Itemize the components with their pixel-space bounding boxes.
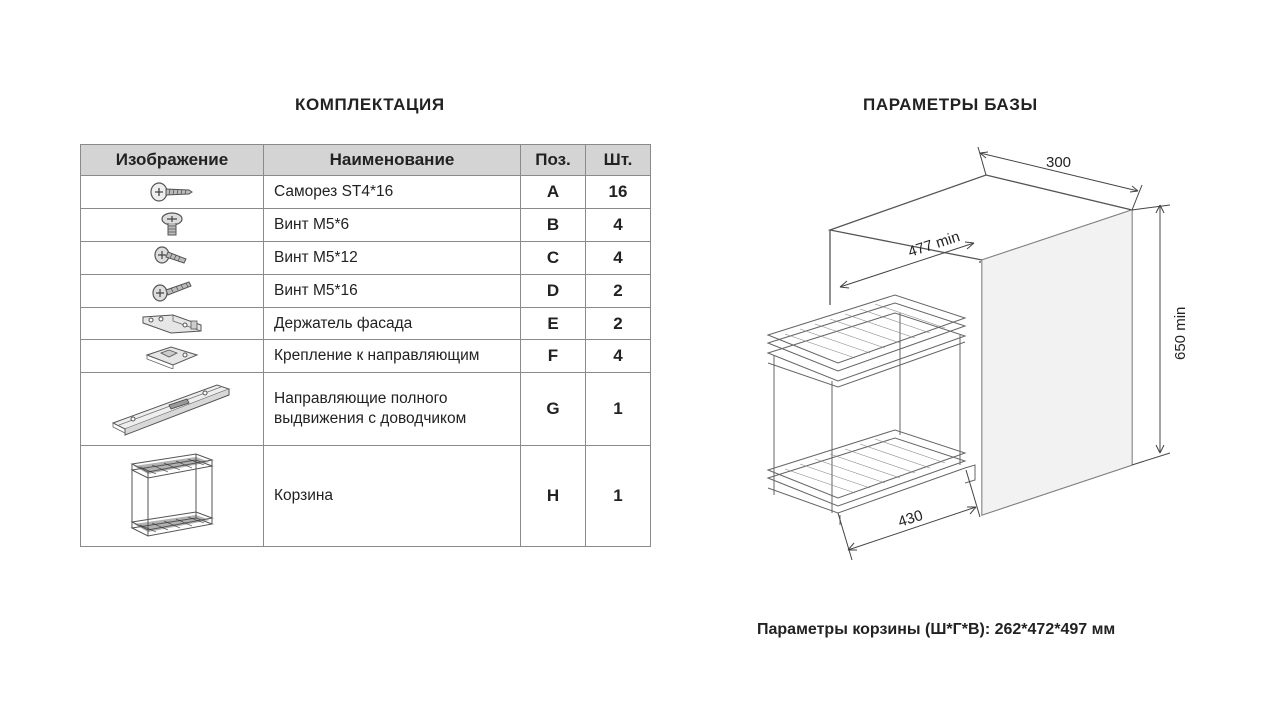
part-quantity: 1 xyxy=(586,446,651,547)
facade-holder-icon xyxy=(139,311,205,337)
base-params-title: ПАРАМЕТРЫ БАЗЫ xyxy=(863,95,1038,114)
part-position: E xyxy=(521,308,586,340)
row-image-cell xyxy=(81,373,264,446)
guide-bracket-icon xyxy=(141,343,203,369)
table-row xyxy=(81,446,651,547)
basket-width-label: 430 xyxy=(895,506,926,531)
table-row xyxy=(81,209,651,242)
cabinet-diagram xyxy=(740,135,1200,575)
row-image-cell xyxy=(81,275,264,308)
table-row xyxy=(81,242,651,275)
part-name: Держатель фасада xyxy=(264,308,521,340)
height-dimension xyxy=(1132,205,1170,465)
basket-icon xyxy=(126,450,218,542)
part-name: Корзина xyxy=(264,446,521,547)
header-pos: Поз. xyxy=(521,145,586,176)
row-image-cell xyxy=(81,340,264,373)
row-image-cell xyxy=(81,209,264,242)
kit-title: КОМПЛЕКТАЦИЯ xyxy=(295,95,445,114)
basket-params: Параметры корзины (Ш*Г*В): 262*472*497 мм xyxy=(757,621,1116,638)
basket-drawing xyxy=(768,295,975,525)
part-position: H xyxy=(521,446,586,547)
part-quantity: 16 xyxy=(586,176,651,209)
part-quantity: 2 xyxy=(586,308,651,340)
part-name: Саморез ST4*16 xyxy=(264,176,521,209)
height-label: 650 min xyxy=(1172,306,1189,360)
part-quantity: 1 xyxy=(586,373,651,446)
part-name: Винт М5*12 xyxy=(264,242,521,275)
part-position: G xyxy=(521,373,586,446)
cabinet-side-panel xyxy=(982,210,1132,515)
header-name: Наименование xyxy=(264,145,521,176)
inner-width-label: 477 min xyxy=(905,228,962,261)
part-name: Винт М5*6 xyxy=(264,209,521,242)
depth-label: 300 xyxy=(1046,154,1072,171)
short-bolt-icon xyxy=(157,211,187,239)
table-header-row xyxy=(81,145,651,176)
table-row xyxy=(81,340,651,373)
bolt-icon xyxy=(152,244,192,272)
part-quantity: 4 xyxy=(586,209,651,242)
parts-table xyxy=(80,144,651,547)
header-qty: Шт. xyxy=(586,145,651,176)
table-row xyxy=(81,176,651,209)
header-image: Изображение xyxy=(81,145,264,176)
row-image-cell xyxy=(81,446,264,547)
part-position: D xyxy=(521,275,586,308)
part-quantity: 4 xyxy=(586,340,651,373)
part-name: Винт М5*16 xyxy=(264,275,521,308)
part-position: C xyxy=(521,242,586,275)
screw-icon xyxy=(149,180,195,204)
row-image-cell xyxy=(81,176,264,209)
drawer-runner-icon xyxy=(109,379,235,439)
part-name: Крепление к направляющим xyxy=(264,340,521,373)
part-position: A xyxy=(521,176,586,209)
row-image-cell xyxy=(81,308,264,340)
row-image-cell xyxy=(81,242,264,275)
part-name: Направляющие полного выдвижения с доводчиком xyxy=(264,373,521,446)
long-bolt-icon xyxy=(151,277,193,305)
part-quantity: 2 xyxy=(586,275,651,308)
part-position: B xyxy=(521,209,586,242)
part-quantity: 4 xyxy=(586,242,651,275)
table-row xyxy=(81,308,651,340)
table-row xyxy=(81,275,651,308)
table-row xyxy=(81,373,651,446)
part-position: F xyxy=(521,340,586,373)
